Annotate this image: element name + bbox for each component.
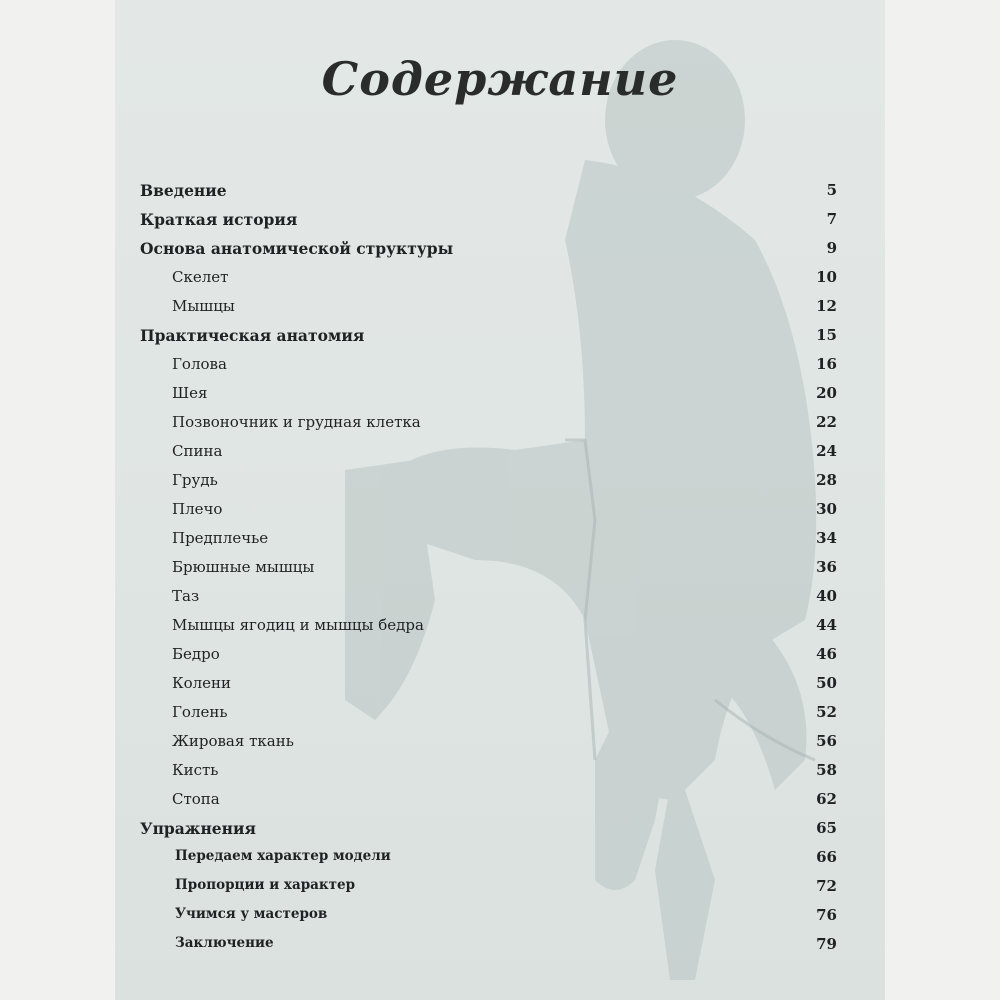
toc-entry-label: Введение (140, 181, 227, 200)
toc-entry-label: Пропорции и характер (175, 877, 356, 893)
toc-entry-page: 22 (816, 413, 837, 431)
toc-entry-page: 12 (816, 297, 837, 315)
toc-entry (115, 355, 885, 379)
left-margin (0, 0, 115, 1000)
toc-entry-page: 40 (816, 587, 837, 605)
toc-entry-page: 79 (816, 935, 837, 953)
toc-entry-label: Таз (172, 587, 200, 605)
toc-entry-label: Кисть (172, 761, 219, 779)
toc-entry (115, 645, 885, 669)
toc-entry (115, 703, 885, 727)
toc-entry (115, 761, 885, 785)
toc-entry-page: 9 (826, 239, 837, 257)
toc-entry-page: 7 (826, 210, 837, 228)
toc-entry-label: Позвоночник и грудная клетка (172, 413, 421, 431)
toc-entry-label: Упражнения (140, 819, 256, 838)
page-title: Содержание (321, 52, 679, 106)
toc-entry-page: 44 (816, 616, 837, 634)
toc-entry-page: 16 (816, 355, 837, 373)
toc-entry-label: Бедро (172, 645, 220, 663)
toc-entry-page: 62 (816, 790, 837, 808)
toc-entry-label: Плечо (172, 500, 223, 518)
toc-entry (115, 935, 885, 959)
toc-entry-page: 65 (816, 819, 837, 837)
toc-entry-label: Передаем характер модели (175, 848, 391, 864)
toc-entry-page: 5 (826, 181, 837, 199)
toc-entry-label: Мышцы ягодиц и мышцы бедра (172, 616, 424, 634)
toc-entry-page: 20 (816, 384, 837, 402)
toc-entry-page: 72 (816, 877, 837, 895)
toc-entry-page: 10 (816, 268, 837, 286)
toc-entry (115, 471, 885, 495)
toc-entry-page: 24 (816, 442, 837, 460)
toc-entry-page: 30 (816, 500, 837, 518)
toc-entry (115, 268, 885, 292)
toc-entry-label: Брюшные мышцы (172, 558, 315, 576)
toc-entry (115, 210, 885, 234)
toc-entry (115, 674, 885, 698)
toc-entry-page: 50 (816, 674, 837, 692)
table-of-contents (115, 0, 885, 1000)
toc-entry-label: Стопа (172, 790, 220, 808)
toc-entry-page: 15 (816, 326, 837, 344)
toc-entry (115, 297, 885, 321)
toc-entry (115, 906, 885, 930)
toc-entry-page: 28 (816, 471, 837, 489)
toc-entry-label: Предплечье (172, 529, 269, 547)
toc-entry-label: Колени (172, 674, 232, 692)
toc-entry (115, 616, 885, 640)
toc-entry (115, 239, 885, 263)
toc-entry-label: Жировая ткань (172, 732, 294, 750)
toc-entry (115, 819, 885, 843)
toc-entry-page: 76 (816, 906, 837, 924)
toc-entry-label: Основа анатомической структуры (140, 239, 454, 258)
toc-entry-label: Голень (172, 703, 228, 721)
toc-entry-label: Мышцы (172, 297, 235, 315)
toc-entry (115, 848, 885, 872)
right-margin (885, 0, 1000, 1000)
toc-entry (115, 877, 885, 901)
toc-entry (115, 181, 885, 205)
toc-entry (115, 384, 885, 408)
toc-entry-label: Грудь (172, 471, 218, 489)
toc-entry-label: Спина (172, 442, 223, 460)
toc-entry (115, 732, 885, 756)
toc-entry-page: 56 (816, 732, 837, 750)
toc-entry (115, 587, 885, 611)
toc-entry (115, 529, 885, 553)
toc-entry-label: Скелет (172, 268, 229, 286)
toc-entry (115, 558, 885, 582)
toc-entry-label: Заключение (175, 935, 274, 951)
toc-entry-label: Практическая анатомия (140, 326, 365, 345)
toc-entry-label: Шея (172, 384, 208, 402)
toc-entry-page: 66 (816, 848, 837, 866)
toc-entry-page: 34 (816, 529, 837, 547)
toc-entry-page: 58 (816, 761, 837, 779)
toc-entry-label: Краткая история (140, 210, 298, 229)
toc-entry-page: 36 (816, 558, 837, 576)
toc-entry (115, 326, 885, 350)
book-page (115, 0, 885, 1000)
toc-entry (115, 413, 885, 437)
toc-entry-page: 52 (816, 703, 837, 721)
toc-entry-label: Учимся у мастеров (175, 906, 328, 922)
toc-entry (115, 442, 885, 466)
toc-entry-page: 46 (816, 645, 837, 663)
toc-entry (115, 790, 885, 814)
toc-entry-label: Голова (172, 355, 227, 373)
toc-entry (115, 500, 885, 524)
